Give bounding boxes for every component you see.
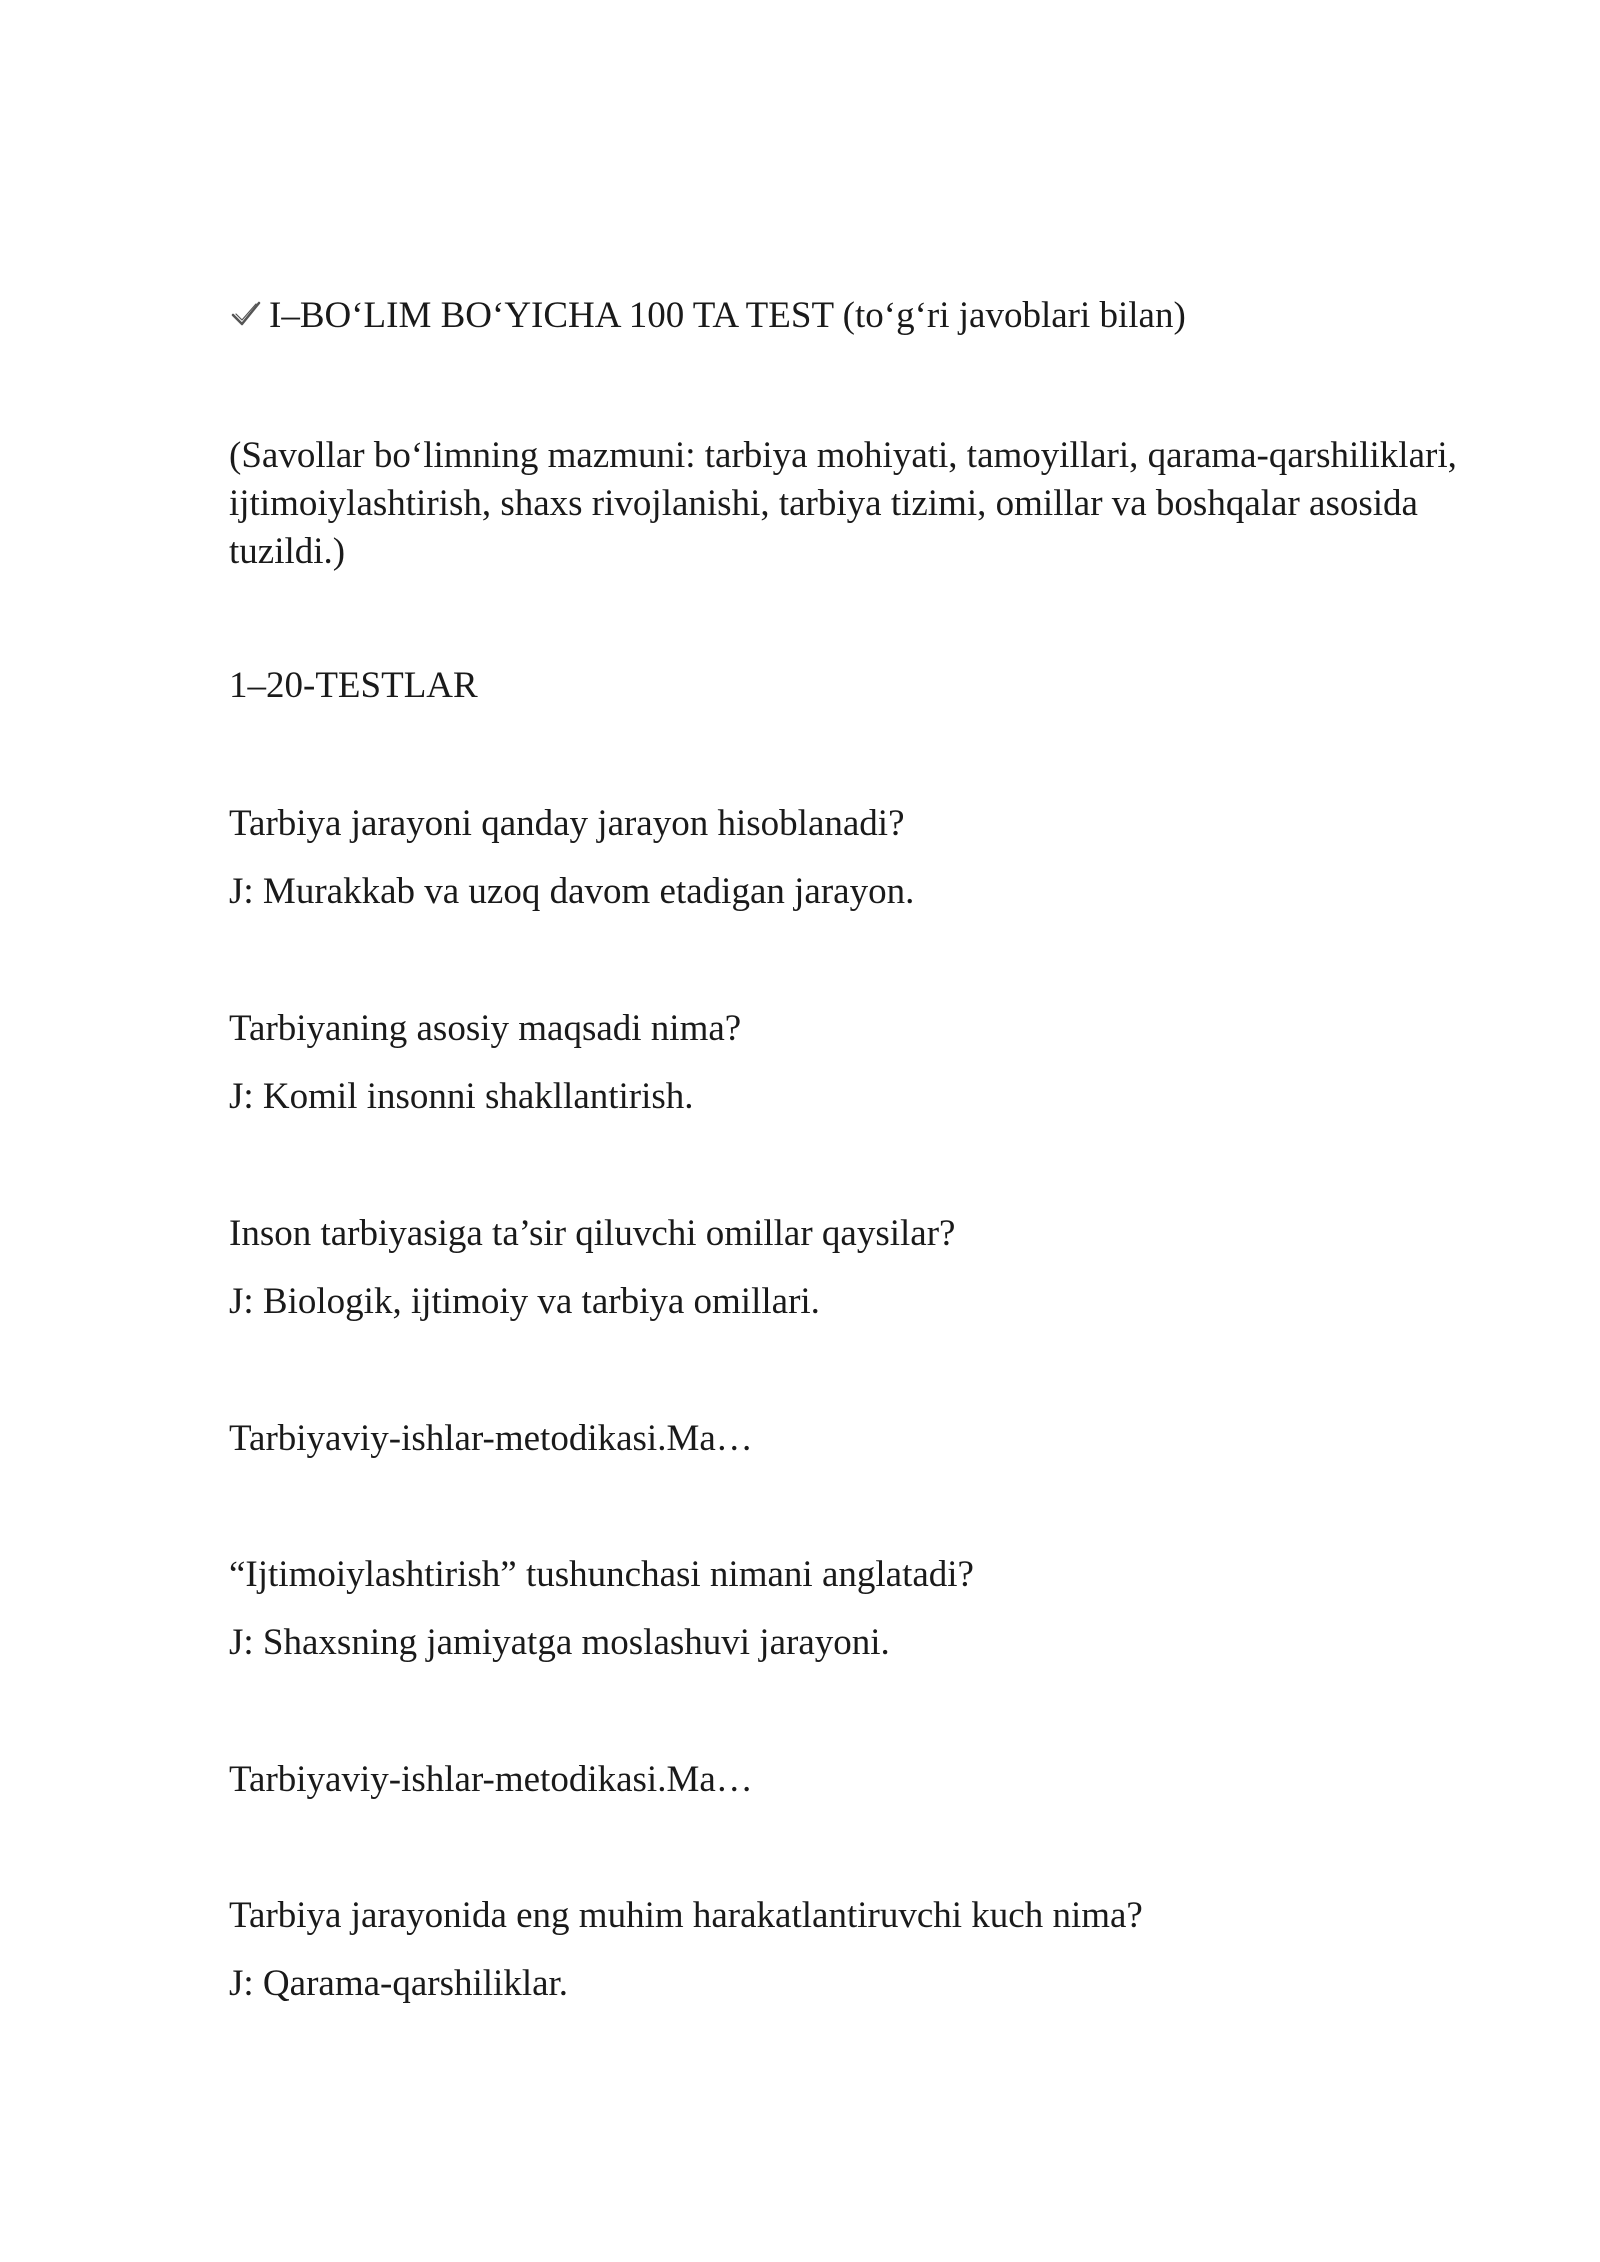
question-2: Tarbiyaning asosiy maqsadi nima?: [229, 1008, 742, 1049]
answer-2: J: Komil insonni shakllantirish.: [229, 1076, 694, 1117]
intro-paragraph: (Savollar bo‘limning mazmuni: tarbiya mohiyati, tamoyillari, qarama-qarshiliklari, ijtimoiylashtirish, shaxs rivojlanishi, tarbiya tizimi, omillar va boshqalar asosida tuzildi.): [229, 435, 1457, 572]
question-4: “Ijtimoiylashtirish” tushunchasi nimani anglatadi?: [229, 1554, 974, 1595]
check-mark-icon: [229, 297, 263, 331]
question-5: Tarbiya jarayonida eng muhim harakatlantiruvchi kuch nima?: [229, 1895, 1143, 1936]
reference-link-2[interactable]: Tarbiyaviy-ishlar-metodikasi.Ma…: [229, 1759, 753, 1800]
question-1: Tarbiya jarayoni qanday jarayon hisoblanadi?: [229, 803, 905, 844]
section-title: 1–20-TESTLAR: [229, 665, 478, 706]
answer-5: J: Qarama-qarshiliklar.: [229, 1963, 569, 2004]
answer-3: J: Biologik, ijtimoiy va tarbiya omillari.: [229, 1281, 820, 1322]
answer-4: J: Shaxsning jamiyatga moslashuvi jarayoni.: [229, 1622, 890, 1663]
question-3: Inson tarbiyasiga ta’sir qiluvchi omillar qaysilar?: [229, 1213, 956, 1254]
document-title: [229, 292, 1509, 340]
reference-link-1[interactable]: Tarbiyaviy-ishlar-metodikasi.Ma…: [229, 1418, 753, 1459]
document-title-text: I–BO‘LIM BO‘YICHA 100 TA TEST (to‘g‘ri javoblari bilan): [269, 295, 1186, 336]
answer-1: J: Murakkab va uzoq davom etadigan jarayon.: [229, 871, 915, 912]
